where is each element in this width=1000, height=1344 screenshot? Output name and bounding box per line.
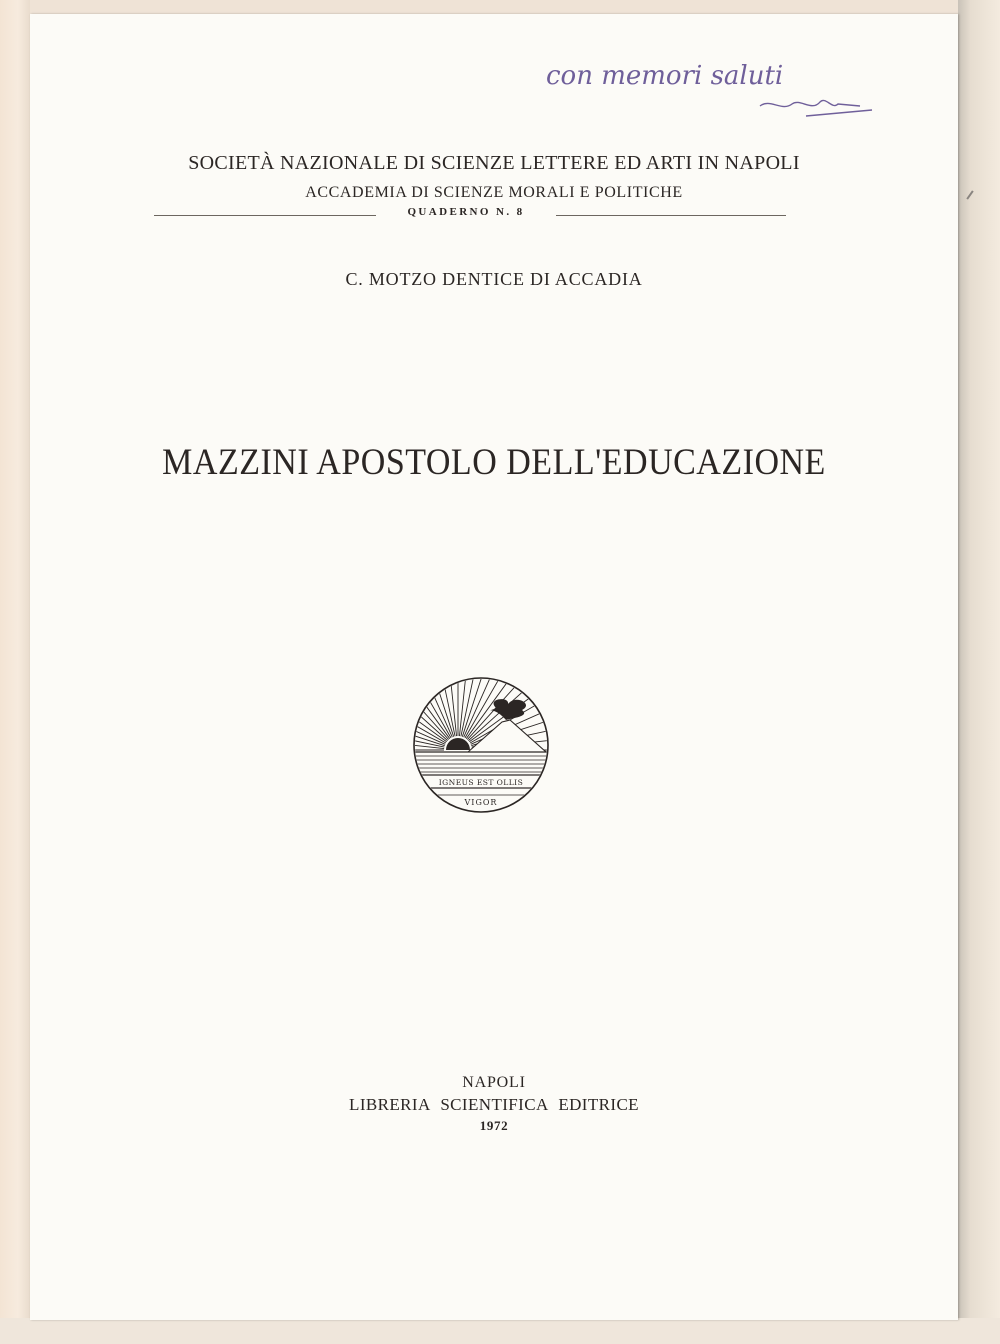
title-page: [30, 14, 958, 1320]
right-rule: [556, 215, 786, 216]
page-stack-edge: [958, 0, 1000, 1344]
series-line: [154, 206, 786, 226]
handwritten-inscription: [520, 28, 940, 138]
author-name: C. MOTZO DENTICE DI ACCADIA: [345, 269, 643, 289]
imprint-city: NAPOLI: [462, 1074, 526, 1091]
sunrise-volcano-seal-icon: [410, 674, 552, 816]
motto-top: IGNEUS EST OLLIS: [438, 778, 524, 787]
motto-bottom: VIGOR: [464, 798, 498, 807]
signature-underline: [806, 110, 872, 116]
inscription-text: con memori saluti: [546, 61, 784, 91]
imprint-year: 1972: [479, 1118, 509, 1133]
academy-subheading: ACCADEMIA DI SCIENZE MORALI E POLITICHE: [305, 184, 683, 201]
page-title: MAZZINI APOSTOLO DELL'EDUCAZIONE: [162, 442, 826, 483]
left-rule: [154, 215, 376, 216]
scan-bottom-margin: [0, 1318, 1000, 1344]
signature-mark: [760, 100, 860, 106]
society-heading: SOCIETÀ NAZIONALE DI SCIENZE LETTERE ED ARTI IN NAPOLI: [188, 152, 800, 174]
series-label: QUADERNO N. 8: [407, 206, 525, 218]
imprint-publisher: LIBRERIA SCIENTIFICA EDITRICE: [349, 1095, 639, 1114]
book-spine-edge: [0, 0, 30, 1344]
